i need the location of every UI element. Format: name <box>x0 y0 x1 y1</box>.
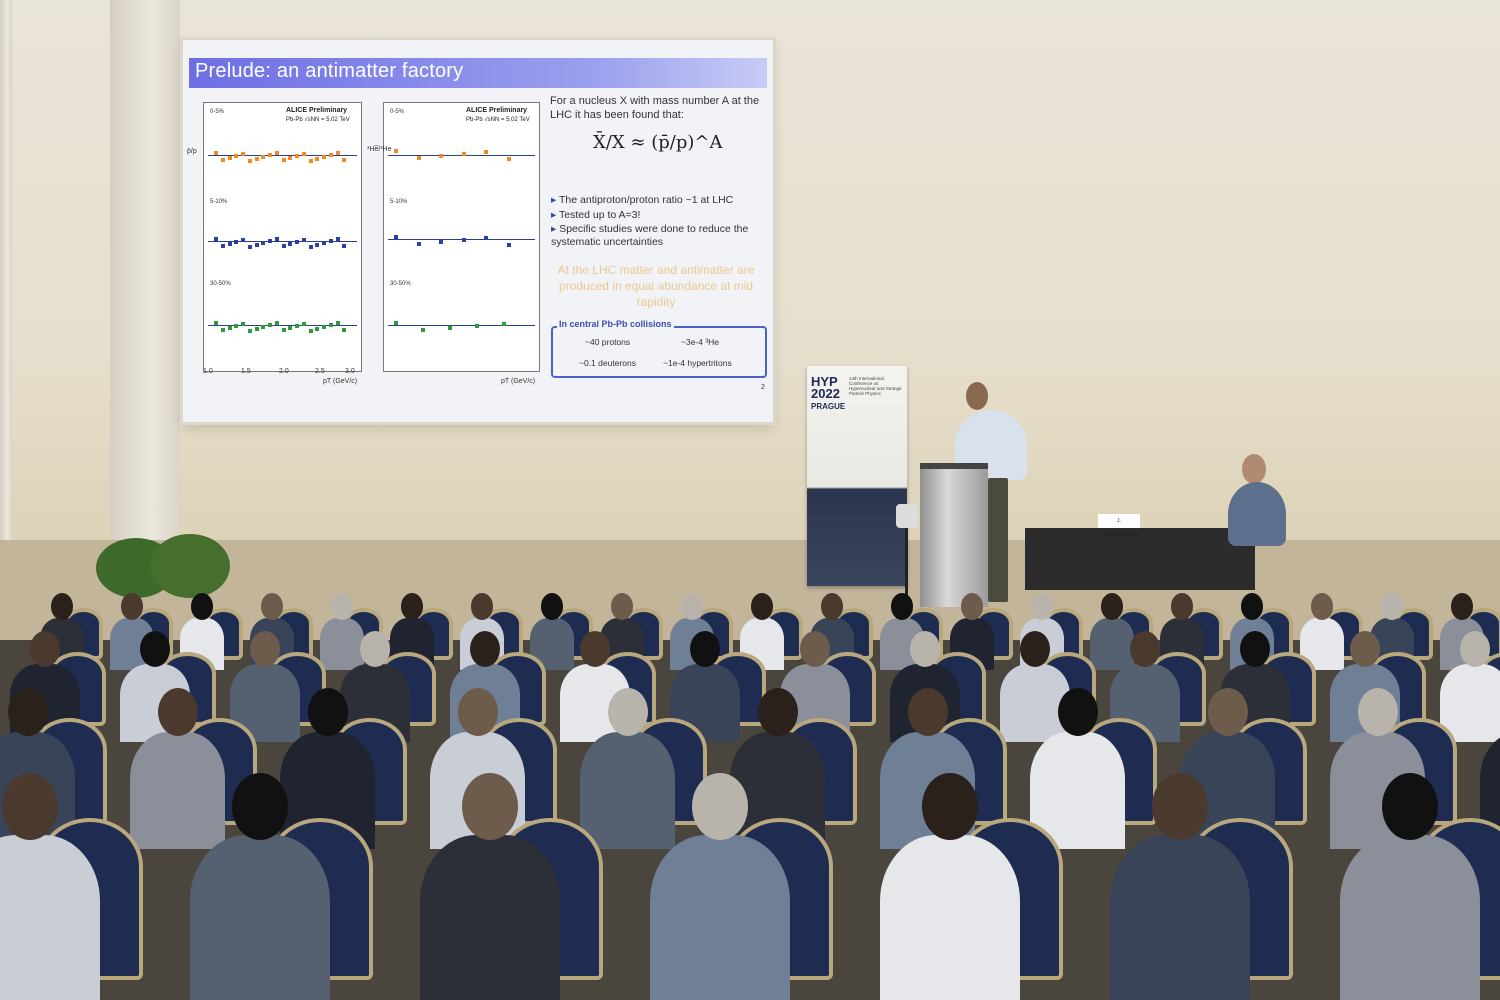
audience-member-head <box>821 593 843 619</box>
audience-member-body <box>130 732 225 849</box>
plot-point <box>394 235 398 239</box>
audience-member-head <box>908 688 948 736</box>
plot-point <box>228 326 232 330</box>
plot-right-xlabel: pT (GeV/c) <box>501 378 536 385</box>
plot-point <box>342 244 346 248</box>
plot-point <box>255 157 259 161</box>
audience-member-head <box>1311 593 1333 619</box>
plot-point <box>275 321 279 325</box>
plot-point <box>248 329 252 333</box>
plot-point <box>502 322 506 326</box>
audience-member-head <box>261 593 283 619</box>
audience-member-head <box>360 631 390 667</box>
audience-member-head <box>1382 773 1438 840</box>
plot-point <box>295 324 299 328</box>
audience-member-head <box>2 773 58 840</box>
plot-point <box>322 325 326 329</box>
plot-left-xtick-2: 1.5 <box>241 368 251 375</box>
slide-bullet-1: ▸ The antiproton/proton ratio ~1 at LHC <box>551 194 763 207</box>
plot-point <box>309 159 313 163</box>
audience-member-head <box>681 593 703 619</box>
plot-point <box>322 241 326 245</box>
plot-point <box>315 327 319 331</box>
plot-point <box>302 322 306 326</box>
plot-point <box>507 157 511 161</box>
plot-point <box>484 150 488 154</box>
plot-point <box>448 326 452 330</box>
audience-member-head <box>470 631 500 667</box>
plot-point <box>295 154 299 158</box>
audience-member-head <box>922 773 978 840</box>
audience-member-head <box>250 631 280 667</box>
audience-member-head <box>158 688 198 736</box>
conference-banner <box>807 366 907 586</box>
plot-point <box>309 329 313 333</box>
audience-member-body <box>580 732 675 849</box>
audience-member-head <box>1350 631 1380 667</box>
audience-member-head <box>331 593 353 619</box>
plot-point <box>268 323 272 327</box>
plot-right-subheader: Pb-Pb √sNN = 5.02 TeV <box>466 117 530 123</box>
audience-member-body <box>420 835 560 1000</box>
box-cell-hypertritons: ~1e-4 hypertritons <box>663 358 732 368</box>
wall-pillar-2 <box>110 0 180 620</box>
audience-member-head <box>1171 593 1193 619</box>
plot-point <box>336 151 340 155</box>
plot-point <box>329 153 333 157</box>
plot-point <box>394 149 398 153</box>
speaker-legs <box>988 478 1008 602</box>
audience-member-head <box>1358 688 1398 736</box>
audience-member-head <box>191 593 213 619</box>
plot-point <box>394 321 398 325</box>
plot-point <box>484 236 488 240</box>
plot-point <box>228 156 232 160</box>
chair-table <box>1025 528 1255 590</box>
audience-member-head <box>1460 631 1490 667</box>
plot-left-header: ALICE Preliminary <box>286 107 348 114</box>
plot-left-ylabel: p̄/p <box>187 148 197 155</box>
box-cell-deuterons: ~0.1 deuterons <box>579 358 636 368</box>
plot-point <box>241 238 245 242</box>
plot-point <box>309 245 313 249</box>
plot-point <box>268 153 272 157</box>
slide-highlight-text: At the LHC matter and antimatter are produced in equal abundance at mid rapidity <box>557 263 755 309</box>
slide-page-number: 2 <box>761 384 765 391</box>
plot-point <box>302 152 306 156</box>
plot-point <box>248 245 252 249</box>
audience-member-head <box>611 593 633 619</box>
audience-member-head <box>1101 593 1123 619</box>
audience-member-head <box>580 631 610 667</box>
audience-member-head <box>1058 688 1098 736</box>
audience-member-head <box>462 773 518 840</box>
box-cell-helium: ~3e-4 ³He <box>681 337 720 347</box>
audience-member-head <box>51 593 73 619</box>
plot-point <box>221 158 225 162</box>
plot-point <box>221 328 225 332</box>
plot-point <box>462 238 466 242</box>
audience-member-head <box>1130 631 1160 667</box>
audience-member-body <box>1110 835 1250 1000</box>
banner-description: 14th International Conference on Hypernuclear and Strange Particle Physics <box>849 376 902 396</box>
camera-tripod <box>896 504 918 528</box>
banner-logo-line1: HYP <box>811 374 838 389</box>
audience-member-body <box>880 835 1020 1000</box>
plot-right <box>383 102 540 372</box>
audience-member-body <box>1090 618 1134 670</box>
plot-point <box>261 241 265 245</box>
audience-member-head <box>1381 593 1403 619</box>
plot-point <box>282 244 286 248</box>
plot-point <box>248 159 252 163</box>
plot-right-panel-3: 30-50% <box>390 281 411 287</box>
audience-member-head <box>1240 631 1270 667</box>
plot-point <box>241 152 245 156</box>
projection-screen <box>183 40 773 422</box>
audience-member-head <box>30 631 60 667</box>
audience-member-head <box>140 631 170 667</box>
audience-member-head <box>308 688 348 736</box>
plot-left <box>203 102 362 372</box>
plot-point <box>302 238 306 242</box>
audience-member-head <box>1020 631 1050 667</box>
wall-pillar-left <box>0 0 12 620</box>
audience-member-body <box>0 835 100 1000</box>
plot-point <box>234 324 238 328</box>
audience-member-head <box>458 688 498 736</box>
plot-point <box>336 321 340 325</box>
plot-point <box>417 242 421 246</box>
audience-member-body <box>650 835 790 1000</box>
plot-left-panel-3: 30-50% <box>210 281 231 287</box>
audience-member-head <box>758 688 798 736</box>
audience-member-head <box>751 593 773 619</box>
plot-point <box>329 323 333 327</box>
plot-point <box>255 243 259 247</box>
plot-point <box>261 325 265 329</box>
slide-summary-box-title: In central Pb-Pb collisions <box>559 319 672 329</box>
plot-point <box>288 326 292 330</box>
plot-point <box>282 328 286 332</box>
audience-member-head <box>541 593 563 619</box>
audience-member-body <box>190 835 330 1000</box>
plant-2 <box>150 534 230 598</box>
plot-left-xtick-5: 3.0 <box>345 368 355 375</box>
banner-logo-line2: 2022 <box>811 386 840 401</box>
plot-point <box>234 240 238 244</box>
plot-point <box>214 151 218 155</box>
chairman-head <box>1242 454 1266 484</box>
plot-point <box>261 155 265 159</box>
slide-intro-text: For a nucleus X with mass number A at the LHC it has been found that: <box>550 95 760 121</box>
plot-right-ylabel: ³He̅/³He <box>367 146 392 153</box>
plot-point <box>329 239 333 243</box>
plot-left-xtick-1: 1.0 <box>203 368 213 375</box>
plot-point <box>342 158 346 162</box>
reference-line-6 <box>388 325 535 326</box>
plot-point <box>268 239 272 243</box>
audience-member-head <box>232 773 288 840</box>
plot-point <box>214 237 218 241</box>
plot-point <box>288 242 292 246</box>
slide-summary-box <box>551 326 767 378</box>
slide-bullet-3: ▸ Specific studies were done to reduce the systematic uncertainties <box>551 223 763 249</box>
plot-point <box>475 324 479 328</box>
audience-member-head <box>471 593 493 619</box>
plot-point <box>342 328 346 332</box>
audience-member-head <box>891 593 913 619</box>
plot-right-header: ALICE Preliminary <box>466 107 528 114</box>
plot-left-panel-1: 0-5% <box>210 109 225 115</box>
audience-member-head <box>1208 688 1248 736</box>
plot-left-xtick-4: 2.5 <box>315 368 325 375</box>
plot-point <box>234 154 238 158</box>
plot-point <box>282 158 286 162</box>
plot-right-panel-2: 5-10% <box>390 199 408 205</box>
plot-point <box>288 156 292 160</box>
lectern <box>920 463 988 607</box>
audience-member-head <box>608 688 648 736</box>
plot-point <box>439 240 443 244</box>
box-cell-protons: ~40 protons <box>585 337 631 347</box>
plot-point <box>275 237 279 241</box>
audience-member-head <box>692 773 748 840</box>
plot-left-xtick-3: 2.0 <box>279 368 289 375</box>
plot-point <box>462 152 466 156</box>
slide-header-bar <box>189 58 767 88</box>
plot-left-xlabel: pT (GeV/c) <box>323 378 358 385</box>
chairman-body <box>1228 482 1286 546</box>
audience-member-head <box>910 631 940 667</box>
plot-point <box>417 156 421 160</box>
plot-point <box>322 155 326 159</box>
nameplate: J. POCHODZALLA <box>1098 514 1140 528</box>
plot-point <box>295 240 299 244</box>
plot-point <box>336 237 340 241</box>
audience-member-head <box>1152 773 1208 840</box>
audience-member-head <box>1031 593 1053 619</box>
slide-bullet-2: ▸ Tested up to A=3! <box>551 209 763 222</box>
plot-point <box>241 322 245 326</box>
speaker-head <box>966 382 988 410</box>
audience-member-head <box>121 593 143 619</box>
plot-point <box>255 327 259 331</box>
plot-point <box>507 243 511 247</box>
slide-formula: X̄/X ≈ (p̄/p)^A <box>593 132 723 153</box>
plot-point <box>315 243 319 247</box>
plot-point <box>221 244 225 248</box>
audience-member-head <box>1241 593 1263 619</box>
slide-title: Prelude: an antimatter factory <box>195 60 464 82</box>
audience-member-head <box>1451 593 1473 619</box>
audience-member-head <box>800 631 830 667</box>
plot-left-panel-2: 5-10% <box>210 199 228 205</box>
plot-point <box>214 321 218 325</box>
audience-member-head <box>961 593 983 619</box>
audience-member-head <box>401 593 423 619</box>
audience-member-body <box>320 618 364 670</box>
banner-logo-city: PRAGUE <box>811 402 846 411</box>
audience-member-body <box>1340 835 1480 1000</box>
audience-member-head <box>8 688 48 736</box>
plot-point <box>315 157 319 161</box>
audience-member-head <box>690 631 720 667</box>
plot-point <box>275 151 279 155</box>
plot-left-subheader: Pb-Pb √sNN = 5.02 TeV <box>286 117 350 123</box>
plot-point <box>421 328 425 332</box>
plot-point <box>228 242 232 246</box>
plot-point <box>439 154 443 158</box>
plot-right-panel-1: 0-5% <box>390 109 405 115</box>
